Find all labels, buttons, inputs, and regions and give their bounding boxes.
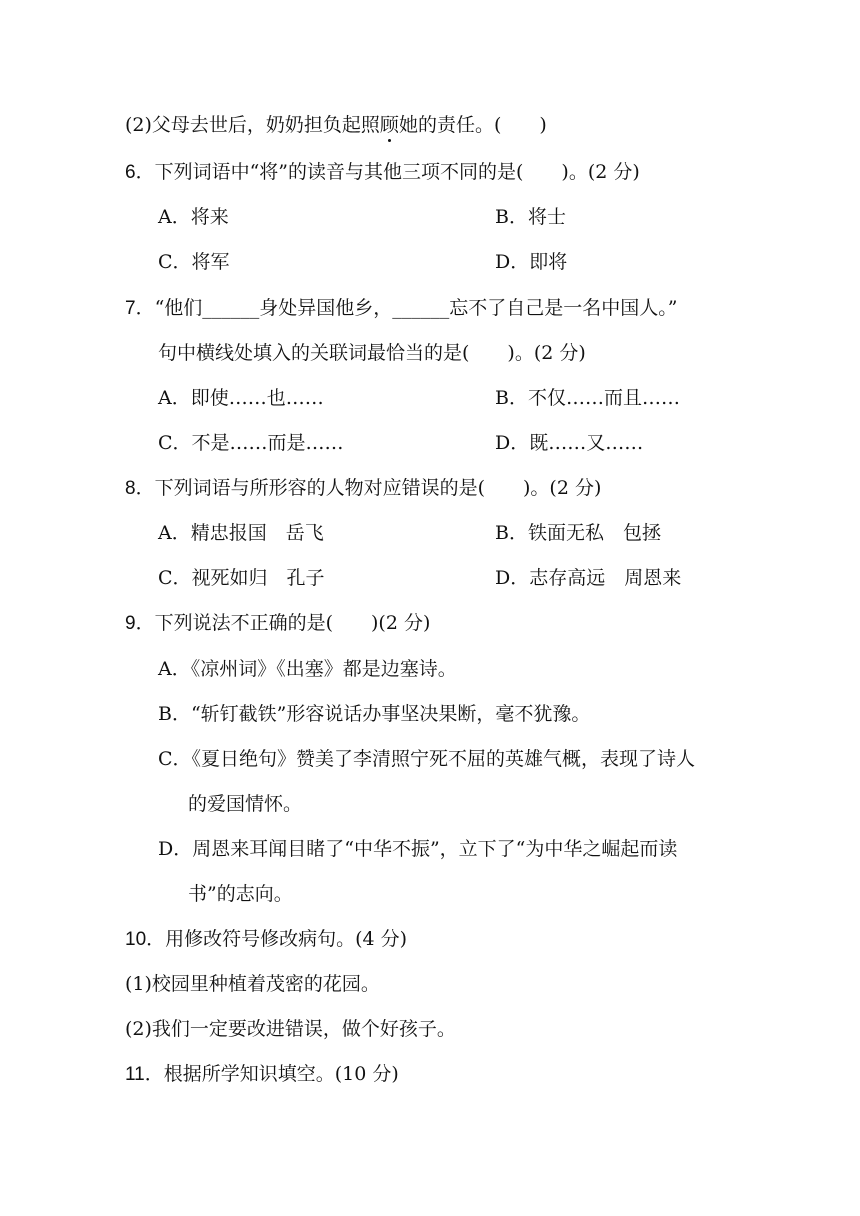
- q9-option-a: A．《凉州词》《出塞》都是边塞诗。: [158, 658, 457, 680]
- emphasis-dot-char: 顾: [379, 114, 399, 136]
- q5-sub2-text: (2)父母去世后，奶奶担负起照: [125, 114, 380, 136]
- question-number: 8．: [125, 478, 155, 499]
- q9-option-b: B．“斩钉截铁”形容说话办事坚决果断，毫不犹豫。: [158, 703, 591, 725]
- q9-option-c: C．《夏日绝句》赞美了李清照宁死不屈的英雄气概，表现了诗人: [158, 748, 696, 770]
- question-number: 9．: [125, 613, 155, 634]
- q6-option-a: A．将来: [158, 206, 229, 228]
- question-number: 10．: [125, 929, 166, 950]
- question-number: 7．: [125, 298, 155, 319]
- question-stem: 下列词语与所形容的人物对应错误的是( )。(2 分): [154, 477, 602, 499]
- q8-option-b: B．铁面无私 包拯: [495, 522, 661, 544]
- q5-sub2: [125, 113, 547, 137]
- question-9: [125, 611, 430, 636]
- question-stem: 下列说法不正确的是( )(2 分): [154, 612, 431, 634]
- q6-option-b: B．将士: [495, 206, 566, 228]
- question-stem: “他们______身处异国他乡，______忘不了自己是一名中国人。”: [154, 297, 678, 319]
- question-stem: 下列词语中“将”的读音与其他三项不同的是( )。(2 分): [154, 161, 640, 183]
- q8-option-c: C．视死如归 孔子: [158, 567, 325, 589]
- q6-option-c: C．将军: [158, 251, 230, 273]
- q7-option-a: A．即使……也……: [158, 387, 324, 409]
- question-11: [125, 1062, 399, 1087]
- question-10: [125, 927, 407, 952]
- question-8: [125, 476, 601, 501]
- q6-option-d: D．即将: [495, 251, 568, 273]
- q7-option-b: B．不仅……而且……: [495, 387, 680, 409]
- q10-sentence-2: (2)我们一定要改进错误，做个好孩子。: [125, 1018, 456, 1040]
- q8-option-a: A．精忠报国 岳飞: [158, 522, 324, 544]
- question-number: 11．: [125, 1064, 164, 1085]
- question-stem: 用修改符号修改病句。(4 分): [165, 928, 408, 950]
- question-7: [125, 296, 678, 321]
- q7-stem-continued: 句中横线处填入的关联词最恰当的是( )。(2 分): [158, 342, 586, 364]
- q7-option-d: D．既……又……: [495, 432, 644, 454]
- question-stem: 根据所学知识填空。(10 分): [163, 1063, 399, 1085]
- q9-option-d-continued: 书”的志向。: [188, 883, 293, 905]
- q10-sentence-1: (1)校园里种植着茂密的花园。: [125, 973, 380, 995]
- question-6: [125, 160, 640, 185]
- q5-sub2-tail: 她的责任。( ): [398, 114, 547, 136]
- q8-option-d: D．志存高远 周恩来: [495, 567, 682, 589]
- question-number: 6．: [125, 162, 155, 183]
- q7-option-c: C．不是……而是……: [158, 432, 344, 454]
- q9-option-c-continued: 的爱国情怀。: [188, 793, 303, 815]
- q9-option-d: D．周恩来耳闻目睹了“中华不振”，立下了“为中华之崛起而读: [158, 838, 678, 860]
